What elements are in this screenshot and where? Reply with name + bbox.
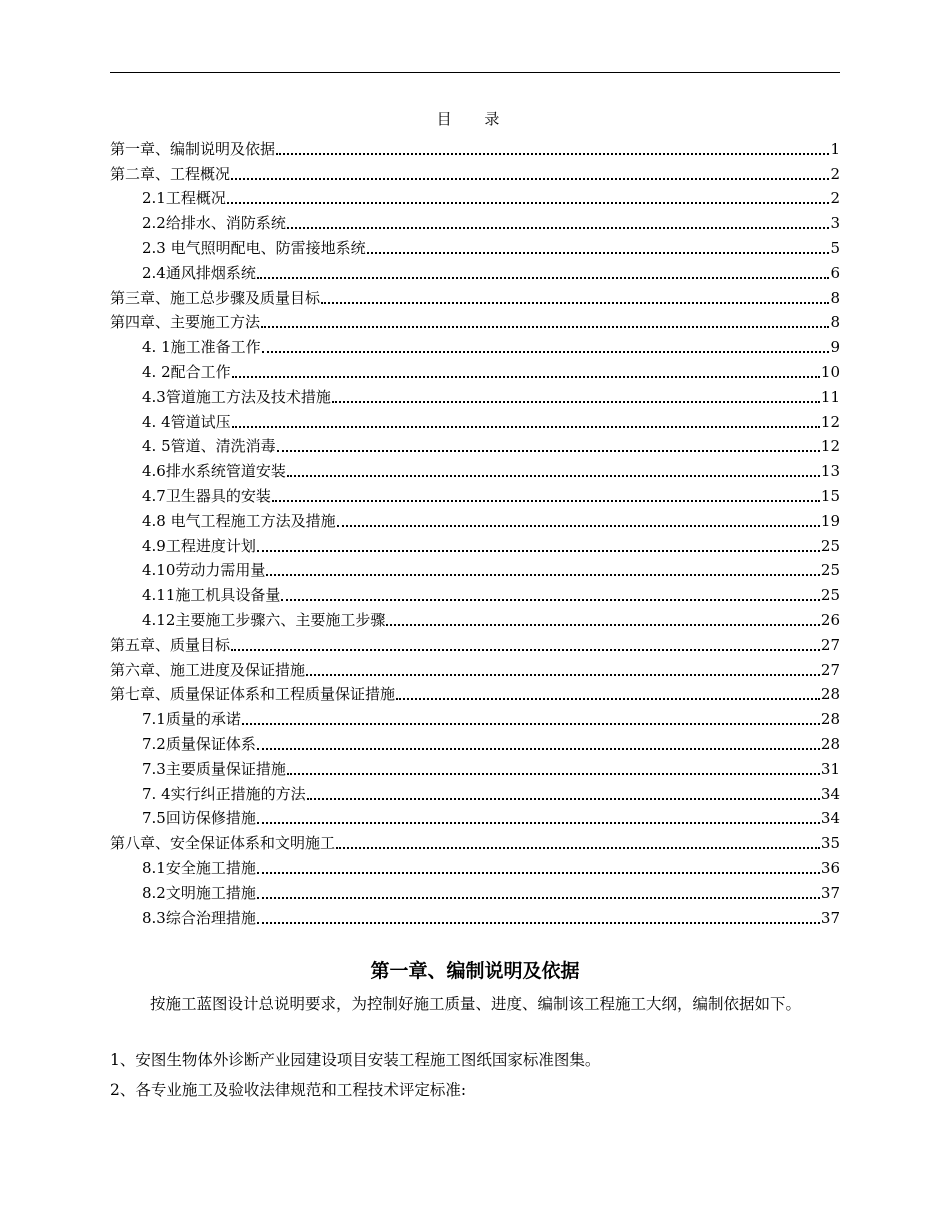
toc-entry-label: 8.3综合治理措施 xyxy=(142,908,256,927)
toc-entry-page: 8 xyxy=(830,313,840,332)
toc-entry-page: 35 xyxy=(820,834,840,853)
toc-leader-dots xyxy=(332,401,820,403)
toc-entry-label: 第二章、工程概况 xyxy=(110,164,231,183)
body-paragraph-item-1: 1、安图生物体外诊断产业园建设项目安装工程施工图纸国家标准图集。 xyxy=(110,1051,601,1069)
toc-entry-page: 28 xyxy=(820,685,840,704)
body-paragraph-item-2: 2、各专业施工及验收法律规范和工程技术评定标准: xyxy=(110,1081,467,1099)
toc-entry-page: 25 xyxy=(820,586,840,605)
toc-leader-dots xyxy=(257,748,820,750)
toc-entry-page: 11 xyxy=(820,387,840,406)
toc-entry-page: 5 xyxy=(830,238,840,257)
toc-entry-label: 4. 4管道试压 xyxy=(142,412,231,431)
toc-entry-page: 25 xyxy=(820,561,840,580)
toc-entry-label: 7.1质量的承诺 xyxy=(142,710,241,729)
toc-entry[interactable] xyxy=(110,432,840,457)
toc-entry-label: 4.7卫生器具的安装 xyxy=(142,486,271,505)
toc-entry-label: 4. 5管道、清洗消毒 xyxy=(142,437,276,456)
toc-entry-page: 28 xyxy=(820,734,840,753)
toc-leader-dots xyxy=(321,302,829,304)
toc-entry[interactable] xyxy=(110,456,840,481)
toc-entry-label: 4.10劳动力需用量 xyxy=(142,561,266,580)
toc-leader-dots xyxy=(276,153,829,155)
toc-entry[interactable] xyxy=(110,605,840,630)
toc-entry[interactable] xyxy=(110,506,840,531)
toc-leader-dots xyxy=(272,500,820,502)
toc-leader-dots xyxy=(257,897,820,899)
toc-entry-label: 4.3管道施工方法及技术措施 xyxy=(142,387,331,406)
toc-entry-label: 4. 1施工准备工作 xyxy=(142,338,261,357)
toc-entry-page: 8 xyxy=(830,288,840,307)
toc-leader-dots xyxy=(307,798,820,800)
toc-leader-dots xyxy=(232,426,820,428)
toc-entry[interactable] xyxy=(110,704,840,729)
toc-entry-page: 34 xyxy=(820,809,840,828)
toc-leader-dots xyxy=(261,326,829,328)
toc-leader-dots xyxy=(287,475,820,477)
toc-entry-page: 2 xyxy=(830,164,840,183)
toc-entry-page: 10 xyxy=(820,362,840,381)
toc-leader-dots xyxy=(257,822,820,824)
toc-entry[interactable] xyxy=(110,134,840,159)
toc-entry-label: 4.9工程进度计划 xyxy=(142,536,256,555)
toc-leader-dots xyxy=(257,277,830,279)
toc-leader-dots xyxy=(232,376,820,378)
toc-entry-page: 25 xyxy=(820,536,840,555)
toc-leader-dots xyxy=(287,227,830,229)
toc-entry-label: 2.3 电气照明配电、防雷接地系统 xyxy=(142,238,366,257)
toc-entry-label: 第四章、主要施工方法 xyxy=(110,313,261,332)
toc-leader-dots xyxy=(231,649,820,651)
toc-entry[interactable] xyxy=(110,308,840,333)
toc-leader-dots xyxy=(262,351,830,353)
toc-entry[interactable] xyxy=(110,531,840,556)
toc-leader-dots xyxy=(337,525,820,527)
toc-entry-label: 7.2质量保证体系 xyxy=(142,734,256,753)
toc-leader-dots xyxy=(227,202,830,204)
toc-entry-page: 3 xyxy=(830,214,840,233)
toc-entry-label: 2.2给排水、消防系统 xyxy=(142,214,286,233)
toc-leader-dots xyxy=(281,599,820,601)
toc-leader-dots xyxy=(257,550,820,552)
toc-entry-label: 2.4通风排烟系统 xyxy=(142,263,256,282)
toc-entry[interactable] xyxy=(110,828,840,853)
toc-entry-label: 第三章、施工总步骤及质量目标 xyxy=(110,288,321,307)
toc-entry-label: 8.2文明施工措施 xyxy=(142,883,256,902)
toc-entry-page: 36 xyxy=(820,858,840,877)
toc-entry-label: 4.12主要施工步骤六、主要施工步骤 xyxy=(142,610,386,629)
toc-entry-label: 第五章、质量目标 xyxy=(110,635,231,654)
toc-leader-dots xyxy=(242,723,820,725)
toc-leader-dots xyxy=(336,847,820,849)
toc-leader-dots xyxy=(306,674,820,676)
toc-title: 目 录 xyxy=(436,110,514,128)
toc-entry-page: 19 xyxy=(820,511,840,530)
toc-leader-dots xyxy=(367,252,830,254)
toc-entry-page: 12 xyxy=(820,412,840,431)
toc-entry[interactable] xyxy=(110,258,840,283)
toc-entry-label: 7.5回访保修措施 xyxy=(142,809,256,828)
toc-entry-page: 15 xyxy=(820,486,840,505)
toc-entry[interactable] xyxy=(110,283,840,308)
toc-entry[interactable] xyxy=(110,208,840,233)
toc-entry-label: 4. 2配合工作 xyxy=(142,362,231,381)
body-paragraph-intro: 按施工蓝图设计总说明要求，为控制好施工质量、进度、编制该工程施工大纲，编制依据如下。 xyxy=(150,995,802,1013)
toc-entry[interactable] xyxy=(110,556,840,581)
toc-entry-label: 4.8 电气工程施工方法及措施 xyxy=(142,511,336,530)
toc-entry-page: 26 xyxy=(820,610,840,629)
header-rule xyxy=(110,72,840,73)
toc-entry-label: 2.1工程概况 xyxy=(142,189,226,208)
toc-entry-label: 7. 4实行纠正措施的方法 xyxy=(142,784,306,803)
toc-entry[interactable] xyxy=(110,903,840,928)
table-of-contents xyxy=(110,134,840,928)
toc-entry[interactable] xyxy=(110,357,840,382)
toc-entry-label: 第八章、安全保证体系和文明施工 xyxy=(110,834,336,853)
toc-entry[interactable] xyxy=(110,655,840,680)
toc-entry[interactable] xyxy=(110,853,840,878)
toc-entry[interactable] xyxy=(110,754,840,779)
toc-entry[interactable] xyxy=(110,729,840,754)
toc-entry-page: 6 xyxy=(830,263,840,282)
toc-entry-page: 28 xyxy=(820,710,840,729)
toc-entry-page: 31 xyxy=(820,759,840,778)
toc-entry-page: 34 xyxy=(820,784,840,803)
toc-entry-page: 37 xyxy=(820,883,840,902)
toc-leader-dots xyxy=(231,178,829,180)
toc-entry-page: 37 xyxy=(820,908,840,927)
toc-entry[interactable] xyxy=(110,382,840,407)
toc-entry-page: 12 xyxy=(820,437,840,456)
toc-entry[interactable] xyxy=(110,804,840,829)
toc-entry[interactable] xyxy=(110,184,840,209)
toc-entry[interactable] xyxy=(110,779,840,804)
toc-entry-label: 4.11施工机具设备量 xyxy=(142,586,281,605)
toc-entry[interactable] xyxy=(110,630,840,655)
toc-entry-page: 9 xyxy=(830,338,840,357)
toc-entry-page: 1 xyxy=(830,139,840,158)
toc-leader-dots xyxy=(257,872,820,874)
toc-entry-page: 13 xyxy=(820,462,840,481)
toc-leader-dots xyxy=(266,574,820,576)
toc-entry[interactable] xyxy=(110,407,840,432)
toc-entry[interactable] xyxy=(110,680,840,705)
toc-entry[interactable] xyxy=(110,580,840,605)
toc-entry-label: 7.3主要质量保证措施 xyxy=(142,759,286,778)
toc-entry[interactable] xyxy=(110,481,840,506)
chapter-heading: 第一章、编制说明及依据 xyxy=(370,960,580,982)
toc-entry[interactable] xyxy=(110,332,840,357)
toc-entry[interactable] xyxy=(110,159,840,184)
toc-entry[interactable] xyxy=(110,233,840,258)
toc-entry-label: 第一章、编制说明及依据 xyxy=(110,139,276,158)
toc-entry-label: 8.1安全施工措施 xyxy=(142,858,256,877)
toc-entry-label: 第六章、施工进度及保证措施 xyxy=(110,660,306,679)
toc-leader-dots xyxy=(287,773,820,775)
toc-leader-dots xyxy=(396,698,820,700)
toc-leader-dots xyxy=(386,624,820,626)
toc-leader-dots xyxy=(277,450,820,452)
toc-entry[interactable] xyxy=(110,878,840,903)
toc-entry-page: 27 xyxy=(820,660,840,679)
toc-entry-label: 4.6排水系统管道安装 xyxy=(142,462,286,481)
toc-entry-label: 第七章、质量保证体系和工程质量保证措施 xyxy=(110,685,396,704)
toc-leader-dots xyxy=(257,922,820,924)
toc-entry-page: 27 xyxy=(820,635,840,654)
toc-entry-page: 2 xyxy=(830,189,840,208)
